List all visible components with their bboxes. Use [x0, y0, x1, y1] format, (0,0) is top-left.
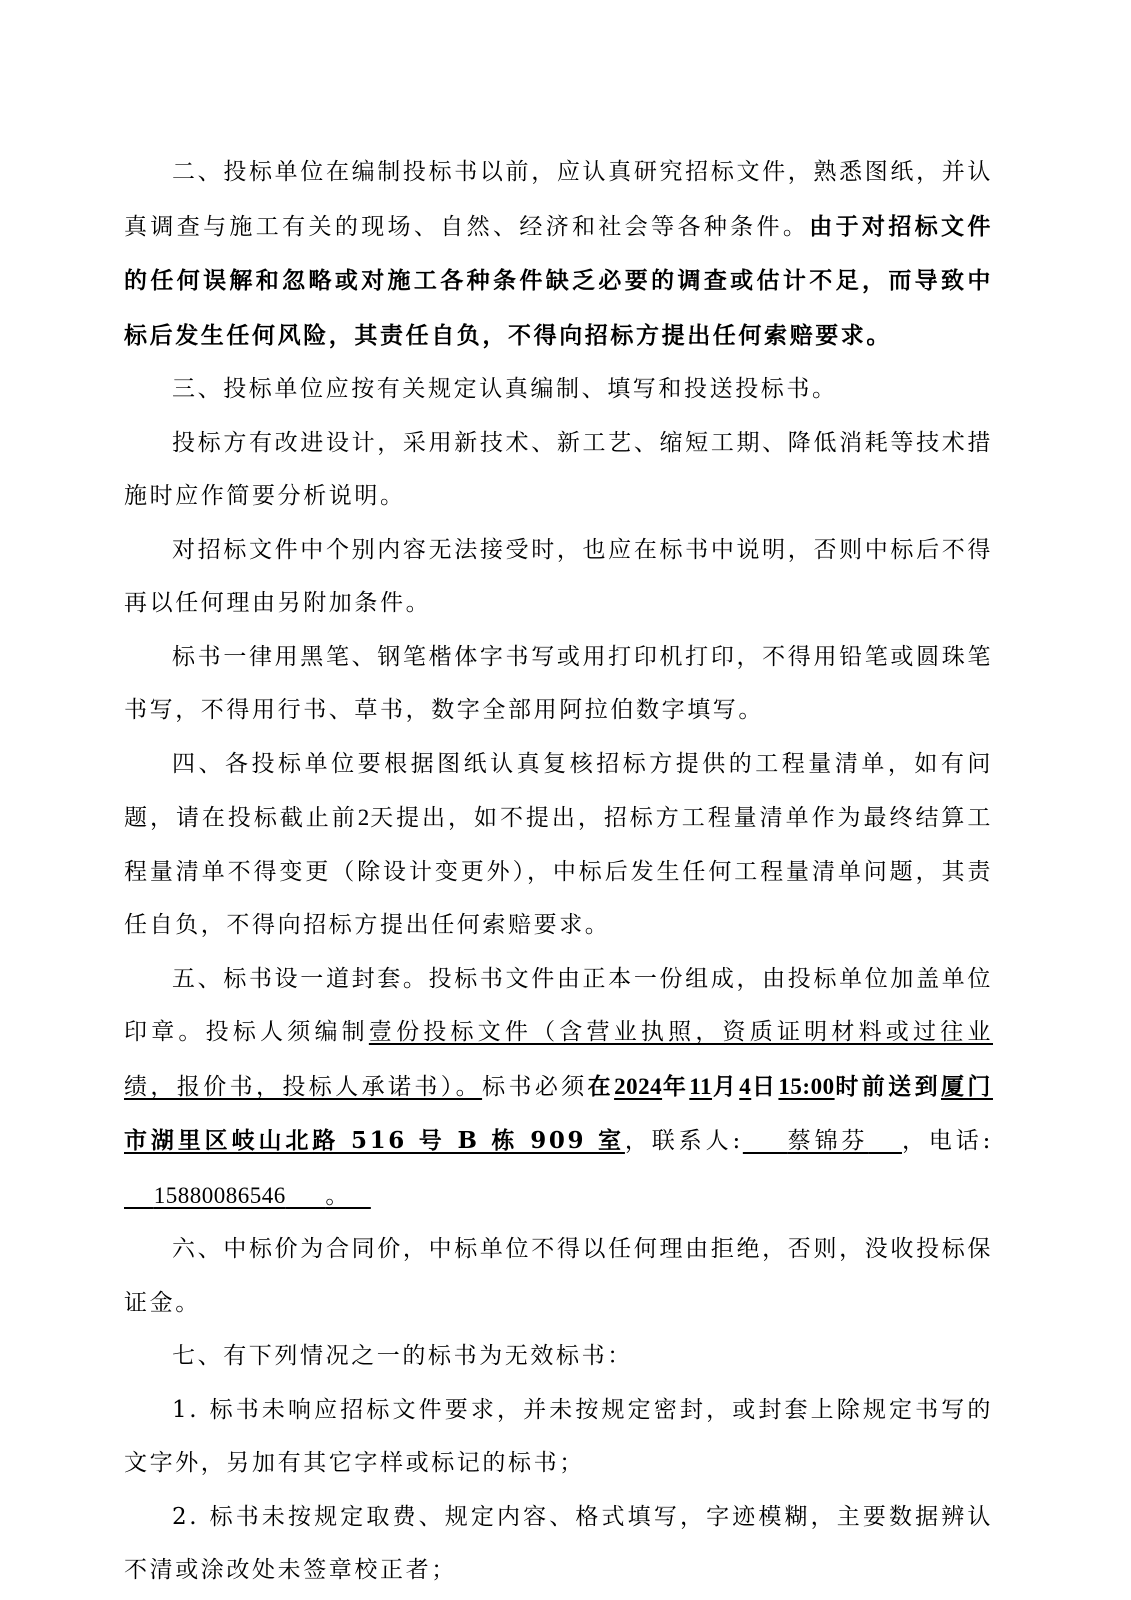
deadline-time: 15:00: [778, 1073, 835, 1099]
paragraph-five-documents: 壹份投标文件（含营业执照，资质证明材料或过往业绩，报价书，投标人承诺书）。: [124, 1019, 993, 1100]
paragraph-seven-item-1: 1. 标书未响应招标文件要求，并未按规定密封，或封套上除规定书写的文字外，另加有其它字样或标记的标书；: [124, 1396, 993, 1476]
paragraph-three-exceptions: 对招标文件中个别内容无法接受时，也应在标书中说明，否则中标后不得再以任何理由另附加条件。: [124, 536, 993, 616]
deadline-prefix: 在: [587, 1072, 615, 1100]
contact-label: ，联系人:: [624, 1128, 743, 1154]
paragraph-seven-item-2: 2. 标书未按规定取费、规定内容、格式填写，字迹模糊，主要数据辨认不清或涂改处未签章校正者；: [124, 1503, 993, 1583]
deadline-deliver: 时前送到: [834, 1072, 941, 1100]
phone-number-text: 15880086546: [153, 1182, 286, 1208]
paragraph-three: 三、投标单位应按有关规定认真编制、填写和投送投标书。: [172, 376, 838, 402]
paragraph-four-text-a: 四、各投标单位要根据图纸认真复核招标方提供的工程量清单，如有问题，请在投标截止前: [124, 750, 993, 831]
contact-name-text: 蔡锦芬: [787, 1128, 869, 1154]
phone-number: [124, 1183, 371, 1209]
delivery-address: 厦门市湖里区岐山北路 516 号 B 栋 909 室: [124, 1072, 993, 1154]
deadline-month: 11: [689, 1073, 713, 1099]
paragraph-four-text-b: 天提出，如不提出，招标方工程量清单作为最终结算工程量清单不得变更（除设计变更外），中标后发生任何工程量清单问题，其责任自负，不得向招标方提出任何索赔要求。: [124, 805, 993, 938]
deadline-day-unit: 日: [751, 1072, 779, 1100]
phone-label: ，电话:: [901, 1128, 994, 1154]
deadline-day: 4: [739, 1073, 752, 1099]
deadline-year-unit: 年: [662, 1072, 690, 1100]
phone-end: 。: [325, 1182, 351, 1209]
paragraph-two-text: 二、投标单位在编制投标书以前，应认真研究招标文件，熟悉图纸，并认真调查与施工有关的现场、自然、经济和社会等各种条件。: [124, 159, 993, 240]
deadline-month-unit: 月: [712, 1072, 740, 1100]
paragraph-four-days: 2: [357, 805, 370, 830]
deadline-year: 2024: [614, 1073, 663, 1099]
paragraph-five: [124, 953, 993, 1224]
paragraph-seven: 七、有下列情况之一的标书为无效标书：: [172, 1343, 633, 1369]
paragraph-two-bold-text: 由于对招标文件的任何误解和忽略或对施工各种条件缺乏必要的调查或估计不足，而导致中标后发生任何风险，其责任自负，不得向招标方提出任何索赔要求。: [124, 212, 994, 349]
paragraph-two: [124, 146, 993, 363]
paragraph-three-design: 投标方有改进设计，采用新技术、新工艺、缩短工期、降低消耗等技术措施时应作简要分析说明。: [124, 429, 993, 509]
paragraph-three-writing: 标书一律用黑笔、钢笔楷体字书写或用打印机打印，不得用铅笔或圆珠笔书写，不得用行书、草书，数字全部用阿拉伯数字填写。: [124, 643, 993, 723]
paragraph-five-text-b: 标书必须: [482, 1073, 588, 1100]
paragraph-six: 六、中标价为合同价，中标单位不得以任何理由拒绝，否则，没收投标保证金。: [124, 1236, 993, 1316]
paragraph-four: [124, 738, 993, 953]
contact-name: [743, 1128, 902, 1154]
paragraph-five-text-a: 五、标书设一道封套。投标书文件由正本一份组成，由投标单位加盖单位印章。投标人须编制: [124, 965, 993, 1045]
